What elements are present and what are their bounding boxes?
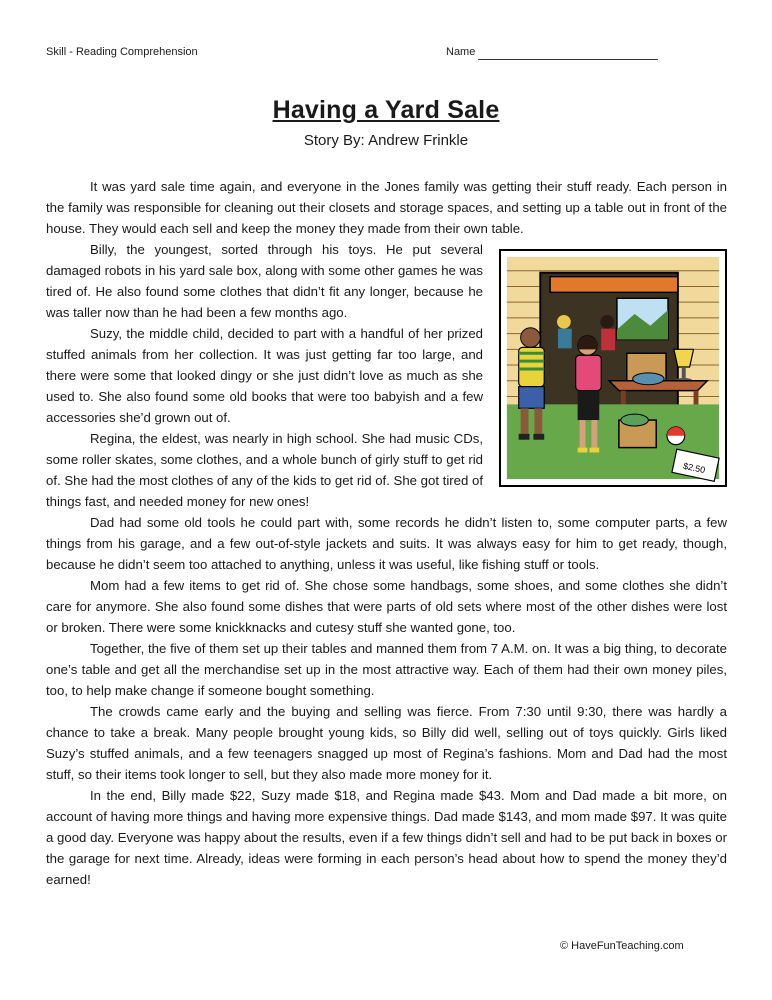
story-paragraph: The crowds came early and the buying and selling was fierce. From 7:30 until 9:30, there was hardly a chance to take a break. Many people brought young kids, so Billy did well, selling out of toys quickly. Girls liked Suzy’s stuffed animals, and a few teenagers snagged up most of Regina’s fashions. Mom and Dad had the most stuff, so their items took longer to sell, but they also made more money for it. <box>46 704 727 782</box>
story-byline: Story By: Andrew Frinkle <box>303 132 469 149</box>
copyright-footer: © HaveFunTeaching.com <box>560 940 684 952</box>
skill-label: Skill - Reading Comprehension <box>46 46 198 58</box>
story-paragraph: Suzy, the middle child, decided to part with a handful of her prized stuffed animals from her collection. It was just getting far too large, and there were some that looked dingy or she just didn’t love as much as she used to. She also found some old books that were too babyish and a few accessories she’d grown out of. <box>46 326 483 425</box>
yard-sale-illustration <box>499 249 727 487</box>
story-paragraph: Mom had a few items to get rid of. She chose some handbags, some shoes, and some clothes she didn’t care for anymore. She also found some dishes that were parts of old sets where most of the other dishes were lost or broken. There were some knickknacks and cutesy stuff she wanted gone, too. <box>46 578 727 635</box>
story-title: Having a Yard Sale <box>272 96 500 124</box>
story-paragraph: It was yard sale time again, and everyone in the Jones family was getting their stuff ready. Each person in the family was responsible for cleaning out their closets and storage spaces, and setting up a table out in front of the house. They would each sell and keep the money they made from their own table. <box>46 179 727 236</box>
page-header <box>46 46 726 62</box>
story-body <box>46 176 727 890</box>
price-sign-text: $2.50 <box>682 460 707 476</box>
name-blank-line <box>478 59 658 60</box>
story-paragraph: Regina, the eldest, was nearly in high school. She had music CDs, some roller skates, some clothes, and a whole bunch of girly stuff to get rid of. She had the most clothes of any of the kids to get rid of. She got tired of things fast, and needed money for new ones! <box>46 431 483 509</box>
name-label: Name <box>446 46 476 58</box>
story-paragraph: In the end, Billy made $22, Suzy made $18, and Regina made $43. Mom and Dad made a bit more, on account of having more things and having more expensive things. Dad made $143, and mom made $97. It was quite a good day. Everyone was happy about the results, even if a few things didn’t sell and had to be put back in boxes or the garage for next time. Already, ideas were forming in each person’s head about how to spend the money they’d earned! <box>46 788 727 887</box>
story-paragraph: Together, the five of them set up their tables and manned them from 7 A.M. on. It was a big thing, to decorate one’s table and get all the merchandise set up in the most attractive way. Each of them had their own money piles, too, to help make change if someone bought something. <box>46 641 727 698</box>
story-paragraph: Billy, the youngest, sorted through his toys. He put several damaged robots in his yard sale box, along with some other games he was tired of. He also found some clothes that didn’t fit any longer, because he was taller now than he had been a few months ago. <box>46 242 483 320</box>
story-paragraph: Dad had some old tools he could part with, some records he didn’t listen to, some computer parts, a few things from his garage, and a few out-of-style jackets and suits. It was always easy for him to get ready, though, because he didn’t seem too attached to anything, unless it was useful, like fishing stuff or tools. <box>46 515 727 572</box>
